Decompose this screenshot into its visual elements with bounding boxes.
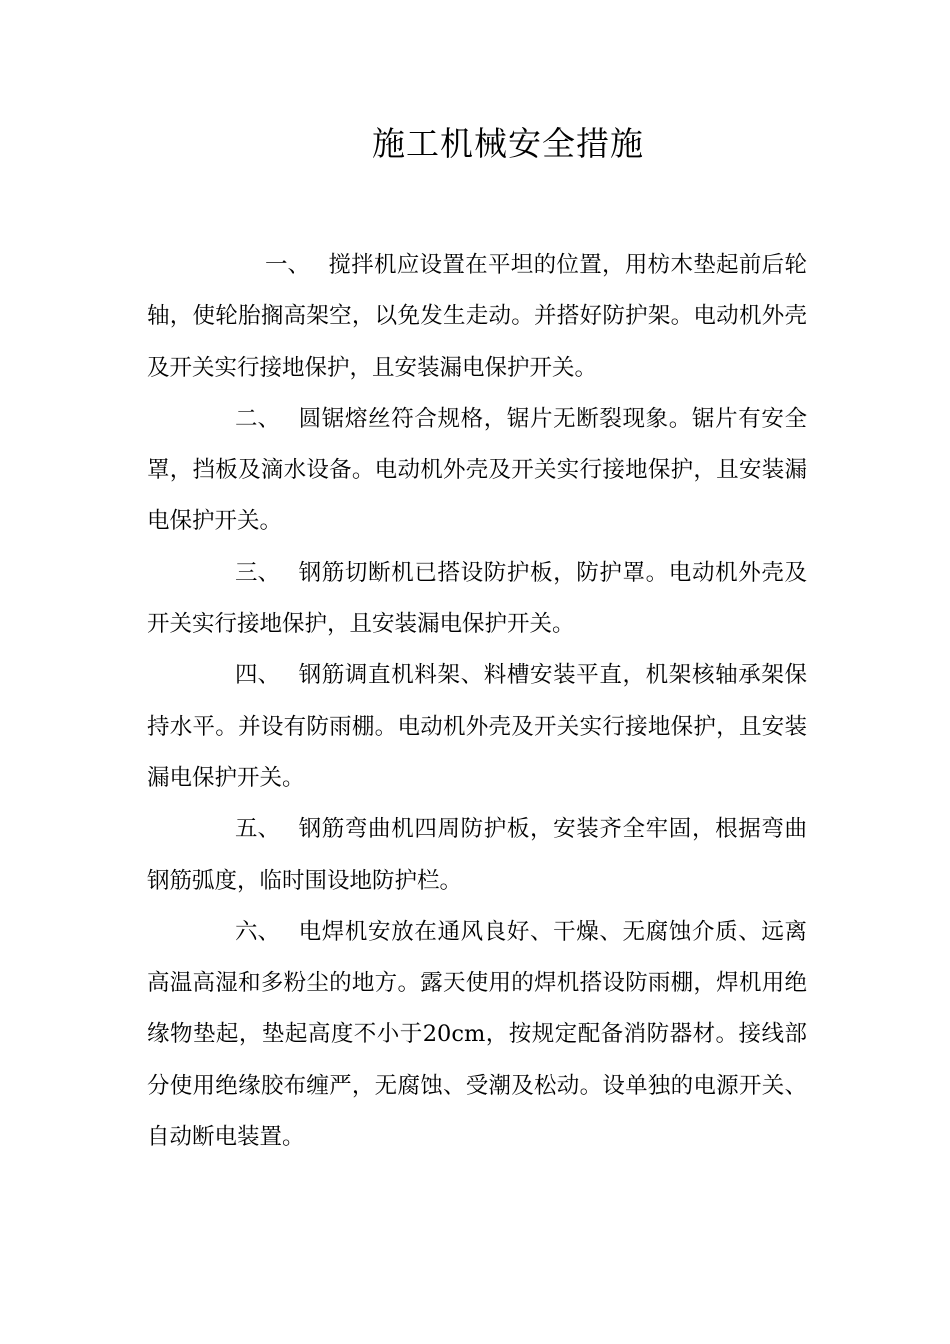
page-title: 施工机械安全措施 (372, 124, 644, 163)
item-text: 圆锯熔丝符合规格，锯片无断裂现象。锯片有安全罩，挡板及滴水设备。电动机外壳及开关实行接地保护，且安装漏电保护开关。 (147, 405, 807, 535)
item-text: 电焊机安放在通风良好、干燥、无腐蚀介质、远离高温高湿和多粉尘的地方。露天使用的焊机搭设防雨棚，焊机用绝缘物垫起，垫起高度不小于20cm，按规定配备消防器材。接线部分使用绝缘胶布缠严，无腐蚀、受潮及松动。设单独的电源开关、自动断电装置。 (147, 918, 807, 1151)
item-text: 搅拌机应设置在平坦的位置，用枋木垫起前后轮轴，使轮胎搁高架空，以免发生走动。并搭好防护架。电动机外壳及开关实行接地保护，且安装漏电保护开关。 (147, 252, 807, 381)
item-text: 钢筋切断机已搭设防护板，防护罩。电动机外壳及开关实行接地保护，且安装漏电保护开关。 (147, 559, 807, 638)
list-item (147, 394, 807, 548)
item-number: 四、 (235, 662, 281, 689)
item-number: 一、 (265, 252, 311, 278)
item-text: 钢筋调直机料架、料槽安装平直，机架核轴承架保持水平。并设有防雨棚。电动机外壳及开关实行接地保护，且安装漏电保护开关。 (147, 662, 807, 791)
item-text: 钢筋弯曲机四周防护板，安装齐全牢固，根据弯曲钢筋弧度，临时围设地防护栏。 (147, 816, 807, 894)
list-item (147, 240, 807, 394)
list-item (147, 650, 807, 804)
document-body (147, 240, 807, 1163)
item-number: 五、 (235, 816, 281, 843)
list-item (147, 548, 807, 651)
item-number: 三、 (235, 559, 281, 586)
item-number: 六、 (235, 918, 281, 945)
item-number: 二、 (235, 405, 281, 432)
list-item (147, 804, 807, 907)
list-item (147, 907, 807, 1163)
